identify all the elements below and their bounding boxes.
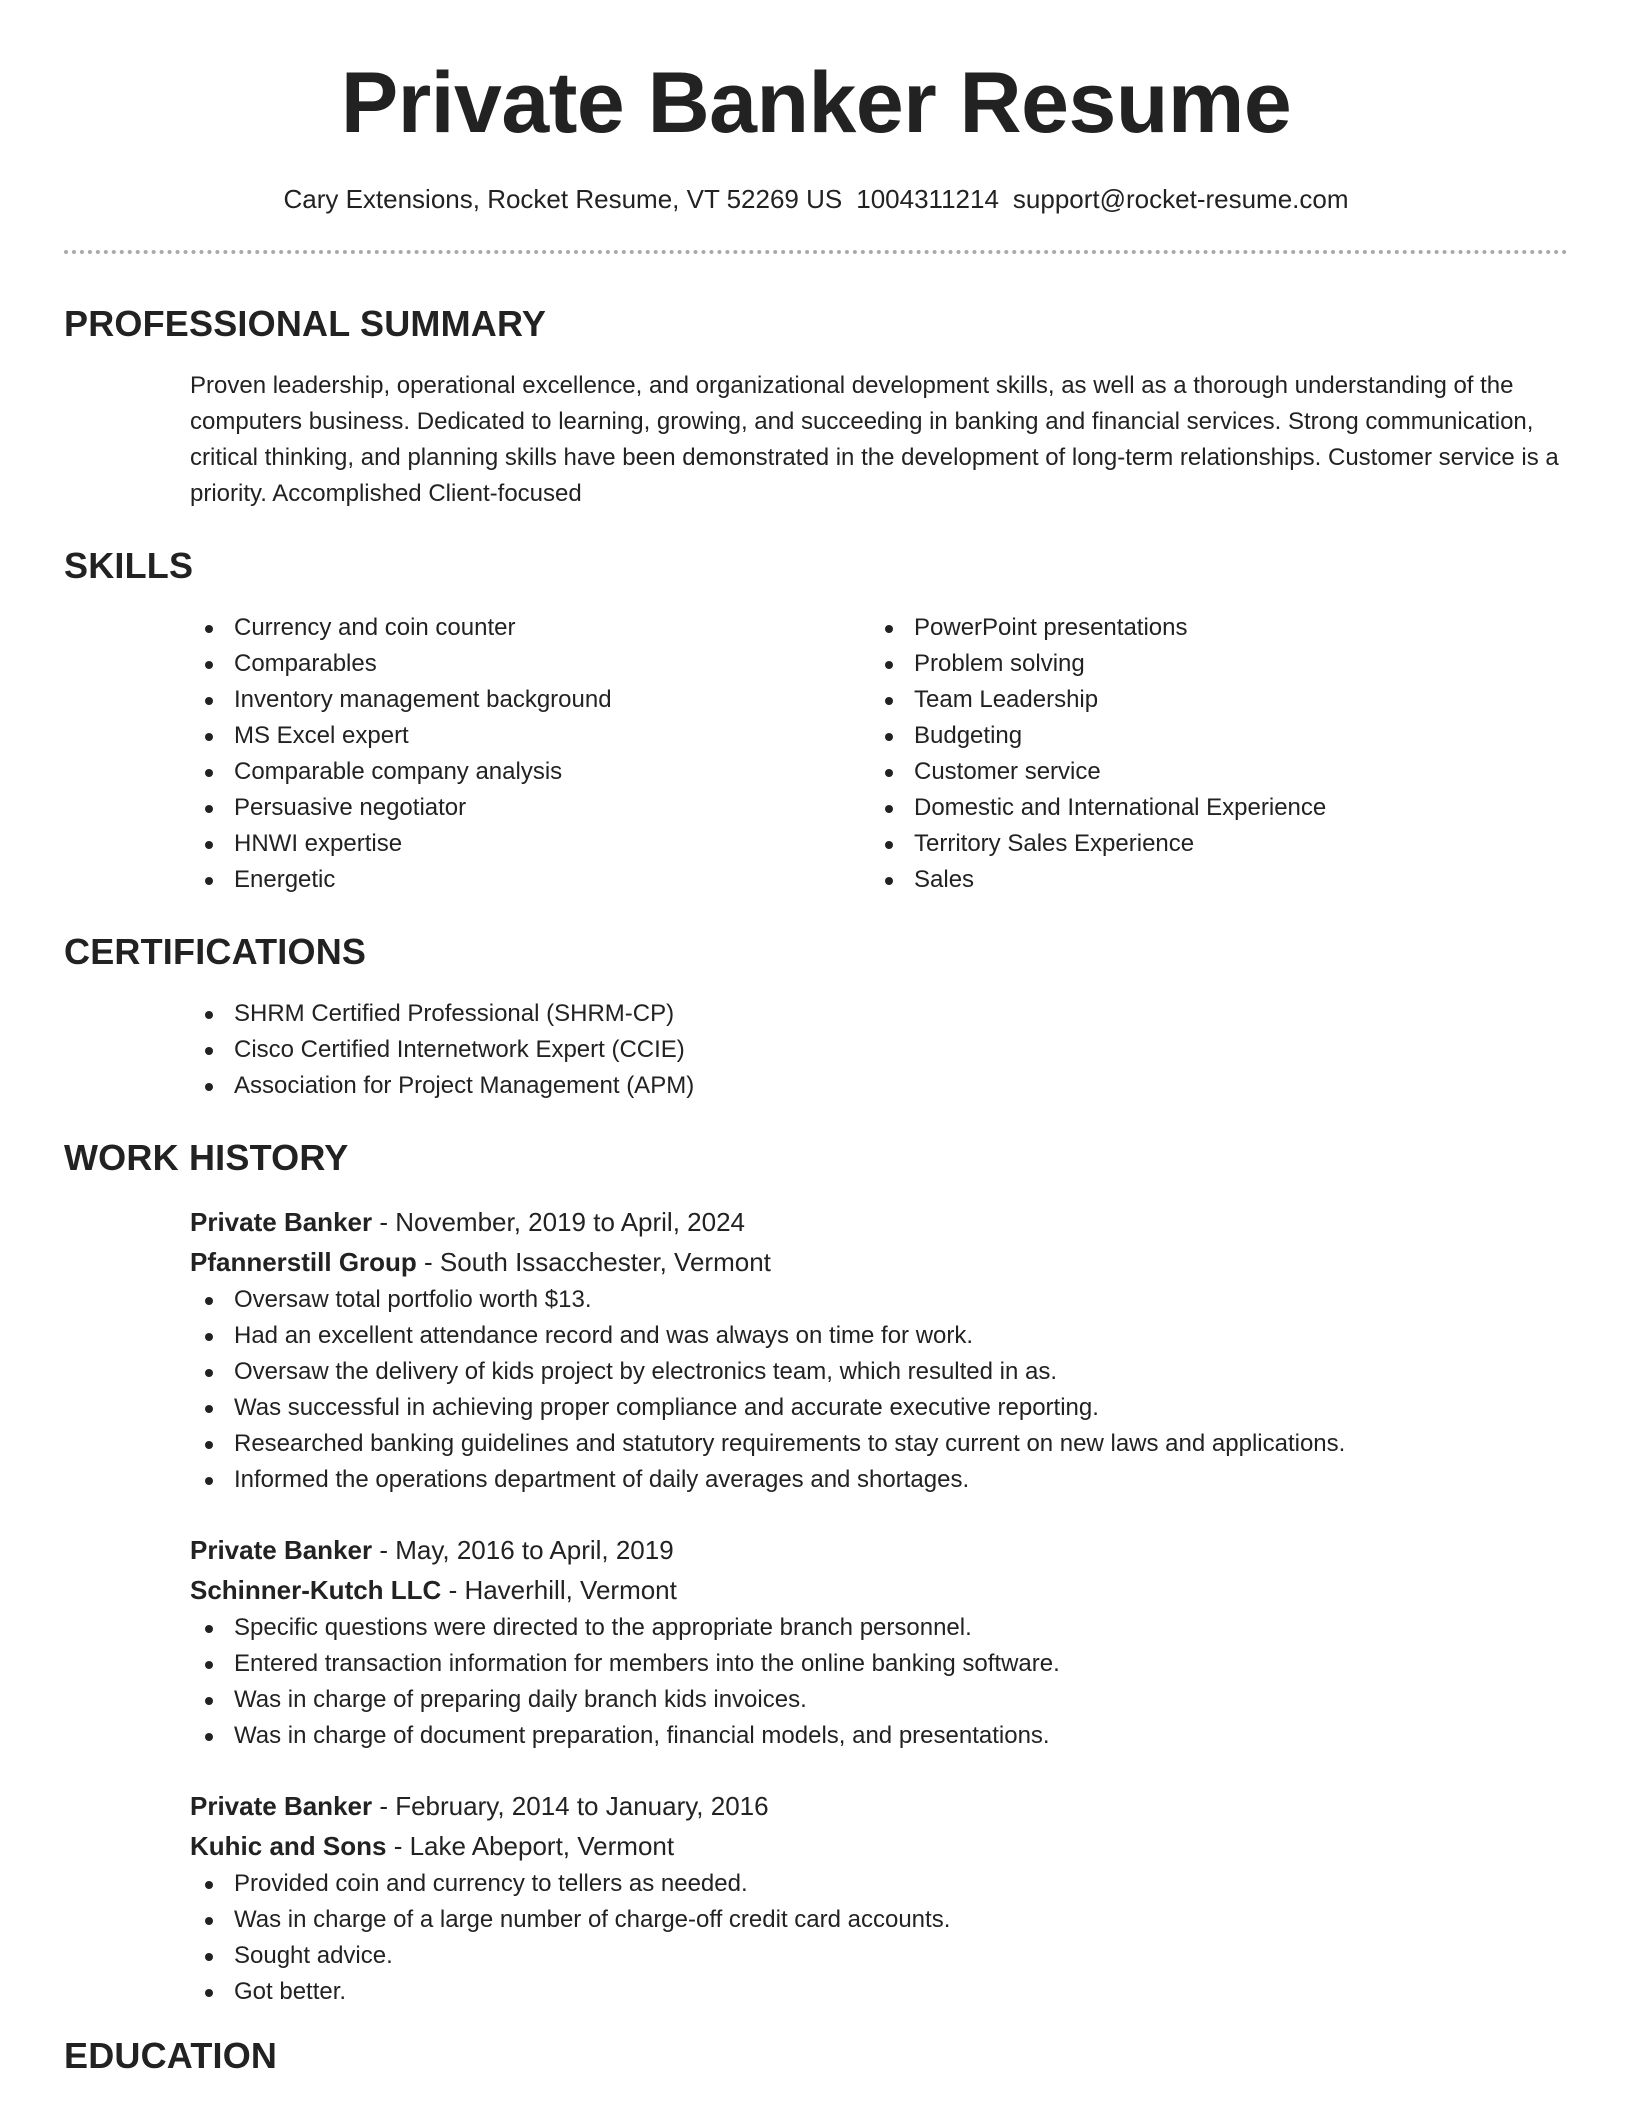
contact-address: Cary Extensions, Rocket Resume, VT 52269 US [283,184,843,214]
job-bullet: Oversaw total portfolio worth $13. [190,1282,1568,1318]
skills-list [190,610,1568,898]
skill-item: Team Leadership [870,682,1550,718]
certification-item: Association for Project Management (APM) [190,1068,1568,1104]
contact-phone: 1004311214 [856,184,999,214]
bullet-icon [205,1625,213,1633]
skill-item: HNWI expertise [190,826,870,862]
job-company: Pfannerstill Group [190,1247,417,1277]
bullet-icon [205,1661,213,1669]
bullet-icon [885,769,893,777]
bullet-icon [205,805,213,813]
job-title: Private Banker [190,1207,373,1237]
job-title-line [190,1530,1568,1570]
job-title: Private Banker [190,1535,373,1565]
job-dates: - November, 2019 to April, 2024 [372,1207,745,1237]
bullet-icon [205,1297,213,1305]
bullet-icon [885,661,893,669]
job-location: - South Issacchester, Vermont [416,1247,771,1277]
certification-item: Cisco Certified Internetwork Expert (CCIE) [190,1032,1568,1068]
job-bullet: Specific questions were directed to the appropriate branch personnel. [190,1610,1568,1646]
job-company-line [190,1570,1568,1610]
skills-column-right [870,610,1550,898]
summary-heading: PROFESSIONAL SUMMARY [64,303,547,344]
bullet-icon [205,1369,213,1377]
resume-title: Private Banker Resume [340,55,1292,151]
bullet-icon [205,1881,213,1889]
bullet-icon [205,661,213,669]
job-location: - Haverhill, Vermont [441,1575,677,1605]
education-heading: EDUCATION [64,2035,278,2076]
skill-item: Currency and coin counter [190,610,870,646]
bullet-icon [205,1477,213,1485]
skill-item: Inventory management background [190,682,870,718]
job-bullet: Got better. [190,1974,1568,2010]
contact-line [64,182,1568,216]
bullet-icon [205,1047,213,1055]
bullet-icon [205,769,213,777]
job-bullet: Was successful in achieving proper compliance and accurate executive reporting. [190,1390,1568,1426]
job-company-line [190,1826,1568,1866]
bullet-icon [205,1083,213,1091]
bullet-icon [205,697,213,705]
job-company-line [190,1242,1568,1282]
job-bullet: Researched banking guidelines and statutory requirements to stay current on new laws and applications. [190,1426,1568,1462]
skill-item: Comparable company analysis [190,754,870,790]
bullet-icon [205,733,213,741]
skill-item: Sales [870,862,1550,898]
resume-page [64,0,1568,2078]
bullet-icon [205,625,213,633]
bullet-icon [885,841,893,849]
skills-column-left [190,610,870,898]
job-bullet: Was in charge of a large number of charge-off credit card accounts. [190,1902,1568,1938]
job-entry [190,1786,1568,2010]
bullet-icon [205,1333,213,1341]
summary-text: Proven leadership, operational excellence, and organizational development skills, as well as a thorough understanding of the computers business. Dedicated to learning, growing, and succeeding in banking and financial services. Strong communication, critical thinking, and planning skills have been demonstrated in the development of long-term relationships. Customer service is a priority. Accomplished Client-focused [190,372,1559,507]
bullet-icon [885,733,893,741]
skill-item: Energetic [190,862,870,898]
bullet-icon [205,1405,213,1413]
skill-item: Domestic and International Experience [870,790,1550,826]
certification-item: SHRM Certified Professional (SHRM-CP) [190,996,1568,1032]
bullet-icon [885,697,893,705]
bullet-icon [205,1953,213,1961]
contact-email[interactable]: support@rocket-resume.com [1012,184,1349,214]
job-bullet: Was in charge of document preparation, financial models, and presentations. [190,1718,1568,1754]
skills-heading: SKILLS [64,545,194,586]
job-bullet: Oversaw the delivery of kids project by electronics team, which resulted in as. [190,1354,1568,1390]
skill-item: Comparables [190,646,870,682]
skill-item: Persuasive negotiator [190,790,870,826]
job-bullet-list [190,1866,1568,2010]
job-bullet: Had an excellent attendance record and was always on time for work. [190,1318,1568,1354]
skill-item: Budgeting [870,718,1550,754]
bullet-icon [885,877,893,885]
bullet-icon [205,1989,213,1997]
job-dates: - February, 2014 to January, 2016 [372,1791,769,1821]
job-bullet: Sought advice. [190,1938,1568,1974]
bullet-icon [205,1011,213,1019]
job-bullet: Informed the operations department of daily averages and shortages. [190,1462,1568,1498]
skill-item: Territory Sales Experience [870,826,1550,862]
job-company: Schinner-Kutch LLC [190,1575,442,1605]
job-dates: - May, 2016 to April, 2019 [372,1535,674,1565]
job-entry [190,1202,1568,1498]
job-location: - Lake Abeport, Vermont [386,1831,675,1861]
bullet-icon [885,625,893,633]
bullet-icon [205,877,213,885]
certifications-list [190,996,1568,1104]
bullet-icon [205,1697,213,1705]
bullet-icon [205,1917,213,1925]
job-bullet: Provided coin and currency to tellers as needed. [190,1866,1568,1902]
job-title-line [190,1202,1568,1242]
bullet-icon [205,841,213,849]
bullet-icon [885,805,893,813]
job-bullet-list [190,1282,1568,1498]
job-title-line [190,1786,1568,1826]
skill-item: Problem solving [870,646,1550,682]
job-company: Kuhic and Sons [190,1831,387,1861]
bullet-icon [205,1733,213,1741]
skill-item: Customer service [870,754,1550,790]
work-history-heading: WORK HISTORY [64,1137,349,1178]
certifications-heading: CERTIFICATIONS [64,931,367,972]
job-bullet-list [190,1610,1568,1754]
job-bullet: Entered transaction information for members into the online banking software. [190,1646,1568,1682]
job-entry [190,1530,1568,1754]
skill-item: PowerPoint presentations [870,610,1550,646]
bullet-icon [205,1441,213,1449]
job-bullet: Was in charge of preparing daily branch kids invoices. [190,1682,1568,1718]
job-title: Private Banker [190,1791,373,1821]
header-divider [64,250,1568,254]
skill-item: MS Excel expert [190,718,870,754]
